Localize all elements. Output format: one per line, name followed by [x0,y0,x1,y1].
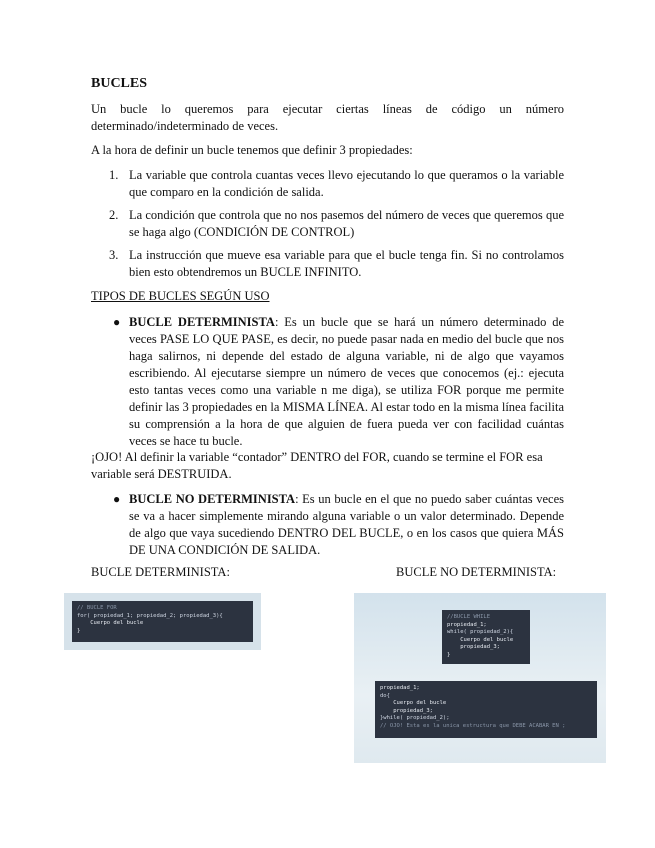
code-image-while [354,593,606,763]
properties-intro: A la hora de definir un bucle tenemos que definir 3 propiedades: [91,143,413,157]
code-line: propiedad_3; [380,707,433,714]
list-text: La instrucción que mueve esa variable para que el bucle tenga fin. Si no controlamos bien esto obtendremos un BUCLE INFINITO. [129,248,564,279]
list-number: 2. [109,208,119,222]
intro-paragraph: Un bucle lo queremos para ejecutar ciertas líneas de código un número determinado/indeterminado de veces. [91,102,564,133]
bullet-icon: ● [113,315,121,329]
code-line: //BUCLE WHILE [447,614,491,620]
section-heading: TIPOS DE BUCLES SEGÚN USO [91,289,270,303]
list-text: La variable que controla cuantas veces llevo ejecutando lo que queramos o la variable que comparo en la condición de salida. [129,168,564,199]
code-line: for( propiedad_1; propiedad_2; propiedad_3){ [77,612,223,619]
code-line: propiedad_1; [447,621,487,628]
list-number: 1. [109,168,119,182]
bullet-term: BUCLE DETERMINISTA [129,315,275,329]
code-line: Cuerpo del bucle [447,636,514,643]
code-line: Cuerpo del bucle [380,700,447,706]
label-no-determinista: BUCLE NO DETERMINISTA: [396,565,557,579]
bullet-description: : Es un bucle que se hará un número determinado de veces PASE LO QUE PASE, es decir, no puede pasar nada en medio del bucle que nos haga salirnos, ni depende del estado de alguna variable, ni de algo que vayamos escribiendo. Al ejecutarse siempre un número de veces que conocemos (ej.: ejecuta esto tantas veces como una variable n me diga), se utiliza FOR porque me permite definir las 3 propiedades en la MISMA LÍNEA. Al estar todo en la misma línea facilita su comprensión a la hora de que alguien de fuera pueda ver con facilidad cuántas veces se hace tu bucle. [129,315,564,448]
bullet-text [129,491,564,559]
warning-note: ¡OJO! Al definir la variable “contador” DENTRO del FOR, cuando se termine el FOR esa variable será DESTRUIDA. [91,450,543,481]
code-block-while [442,610,530,664]
code-line: while( propiedad_2){ [447,629,514,635]
code-line: // BUCLE FOR [77,605,117,611]
code-line: // OJO! Esta es la unica estructura que DEBE ACABAR EN ; [380,722,566,729]
list-text: La condición que controla que no nos pasemos del número de veces que queremos que se haga algo (CONDICIÓN DE CONTROL) [129,208,564,239]
bullet-term: BUCLE NO DETERMINISTA [129,492,296,506]
code-line: } [447,651,451,658]
list-number: 3. [109,248,119,262]
label-determinista: BUCLE DETERMINISTA: [91,565,230,579]
code-line: propiedad_1; [380,685,420,691]
bullet-icon: ● [113,492,121,506]
bullet-description: : Es un bucle en el que no puedo saber cuántas veces se va a hacer simplemente mirando alguna variable o un valor determinado. Depende de algo que vaya sucediendo DENTRO DEL BUCLE, o en los casos que quiera MÁS DE UNA CONDICIÓN DE SALIDA. [129,492,564,557]
bullet-text [129,314,564,450]
code-line: propiedad_3; [447,644,500,650]
code-line: do{ [380,692,390,699]
code-image-for [64,593,261,650]
page-title: BUCLES [91,76,148,91]
code-line: }while( propiedad_2); [380,715,450,721]
code-block-for [72,601,253,642]
code-line: } [77,627,81,634]
code-line: Cuerpo del bucle [77,620,144,626]
code-block-dowhile [375,681,597,738]
